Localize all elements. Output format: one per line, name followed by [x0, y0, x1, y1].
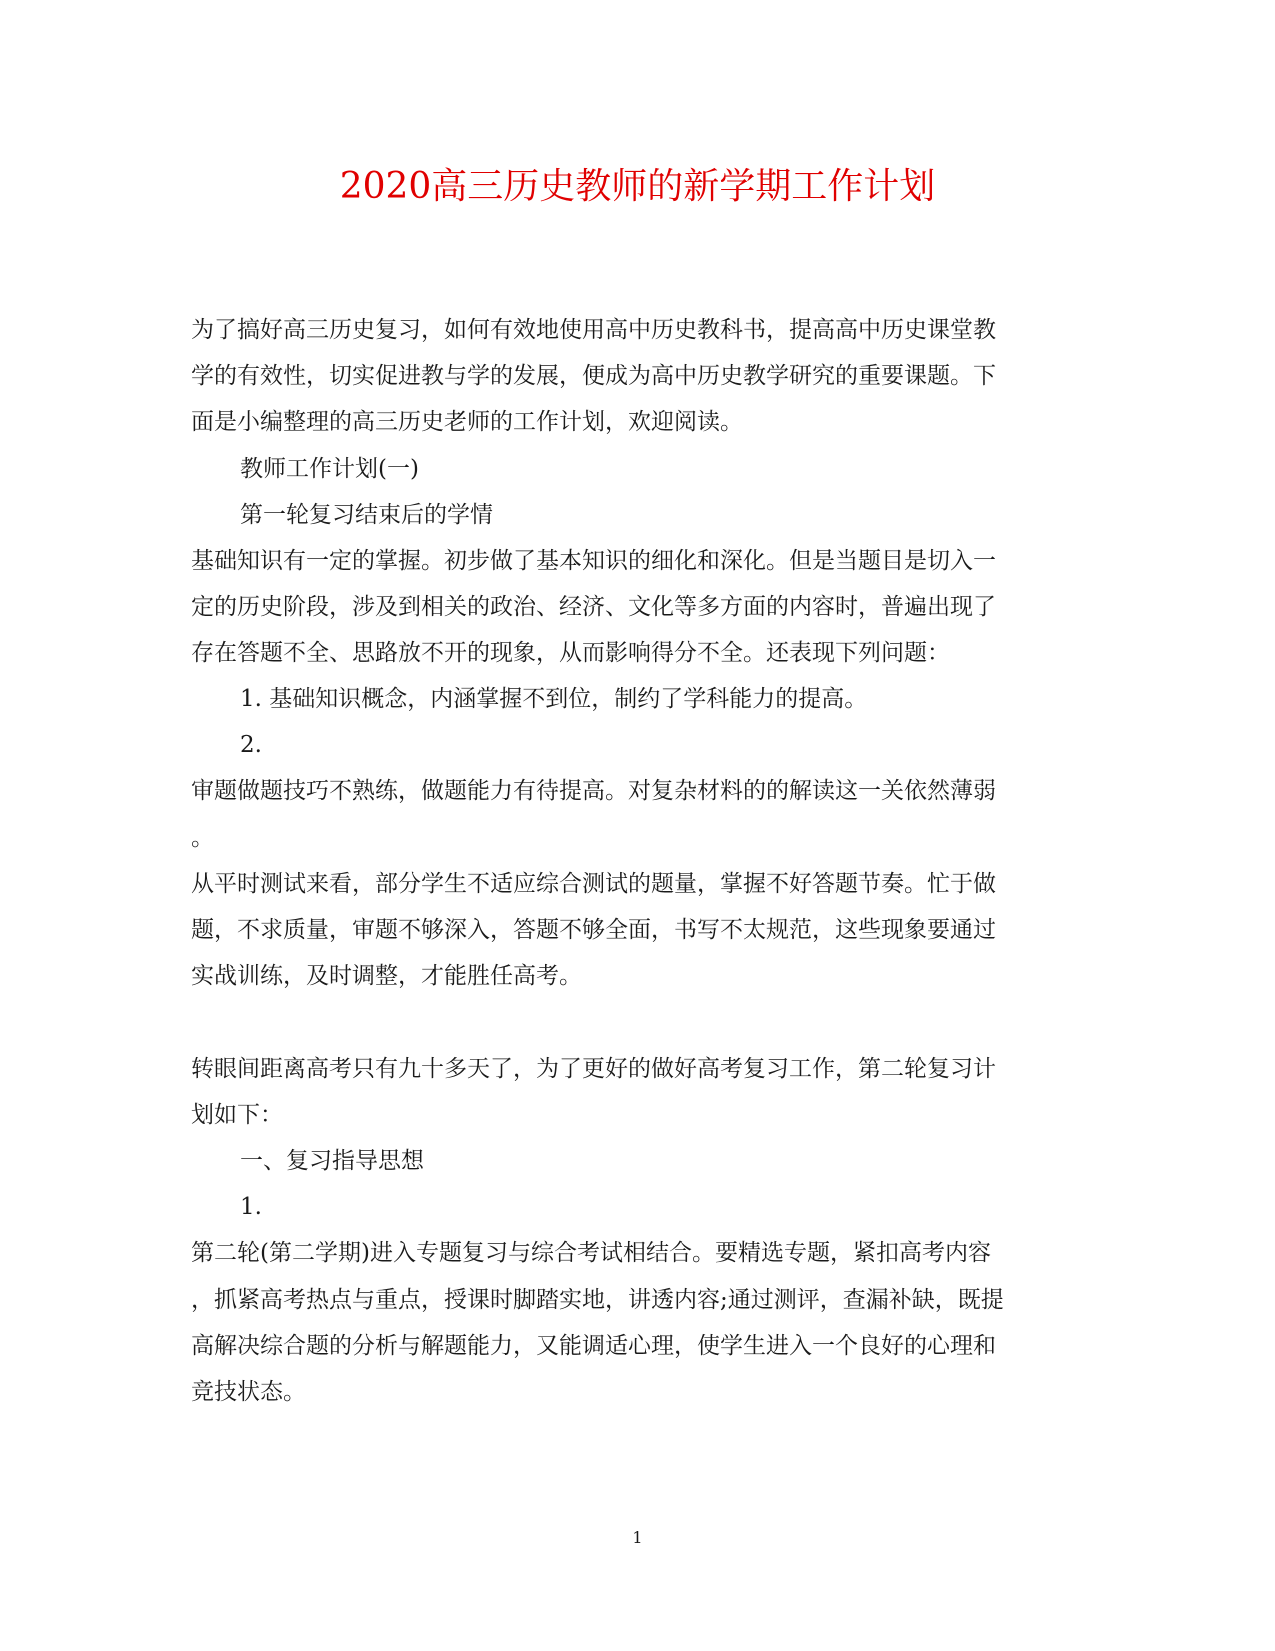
paragraph-line: 转眼间距离高考只有九十多天了，为了更好的做好高考复习工作，第二轮复习计 — [191, 1056, 996, 1082]
paragraph-line: 基础知识有一定的掌握。初步做了基本知识的细化和深化。但是当题目是切入一 — [191, 548, 996, 574]
section-heading: 第一轮复习结束后的学情 — [240, 502, 493, 528]
paragraph-line: 面是小编整理的高三历史老师的工作计划，欢迎阅读。 — [191, 409, 743, 435]
paragraph-line: 学的有效性，切实促进教与学的发展，便成为高中历史教学研究的重要课题。下 — [191, 363, 996, 389]
paragraph-line: 题，不求质量，审题不够深入，答题不够全面，书写不太规范，这些现象要通过 — [191, 917, 996, 943]
paragraph-line: 定的历史阶段，涉及到相关的政治、经济、文化等多方面的内容时，普遍出现了 — [191, 594, 996, 620]
paragraph-line: 从平时测试来看，部分学生不适应综合测试的题量，掌握不好答题节奏。忙于做 — [191, 871, 996, 897]
paragraph-line: 高解决综合题的分析与解题能力，又能调适心理，使学生进入一个良好的心理和 — [191, 1333, 996, 1359]
page-number: 1 — [632, 1528, 643, 1547]
document-title: 2020高三历史教师的新学期工作计划 — [339, 166, 936, 207]
paragraph-line: ，抓紧高考热点与重点，授课时脚踏实地，讲透内容;通过测评，查漏补缺，既提 — [191, 1287, 1004, 1313]
paragraph-line: 实战训练，及时调整，才能胜任高考。 — [191, 963, 582, 989]
paragraph-line: 为了搞好高三历史复习，如何有效地使用高中历史教科书，提高高中历史课堂教 — [191, 317, 996, 343]
list-item-number: 1. — [240, 1194, 262, 1220]
list-item-number: 2. — [240, 732, 262, 758]
list-item: 1. 基础知识概念，内涵掌握不到位，制约了学科能力的提高。 — [240, 686, 868, 712]
paragraph-line: 审题做题技巧不熟练，做题能力有待提高。对复杂材料的的解读这一关依然薄弱 — [191, 778, 996, 804]
paragraph-line: 存在答题不全、思路放不开的现象，从而影响得分不全。还表现下列问题： — [191, 640, 950, 666]
paragraph-line: 第二轮(第二学期)进入专题复习与综合考试相结合。要精选专题，紧扣高考内容 — [191, 1240, 991, 1266]
section-heading: 教师工作计划(一) — [240, 456, 419, 482]
section-heading: 一、复习指导思想 — [240, 1148, 424, 1174]
paragraph-line: 划如下： — [191, 1102, 283, 1128]
paragraph-line: 。 — [191, 825, 214, 851]
paragraph-line: 竞技状态。 — [191, 1379, 306, 1405]
